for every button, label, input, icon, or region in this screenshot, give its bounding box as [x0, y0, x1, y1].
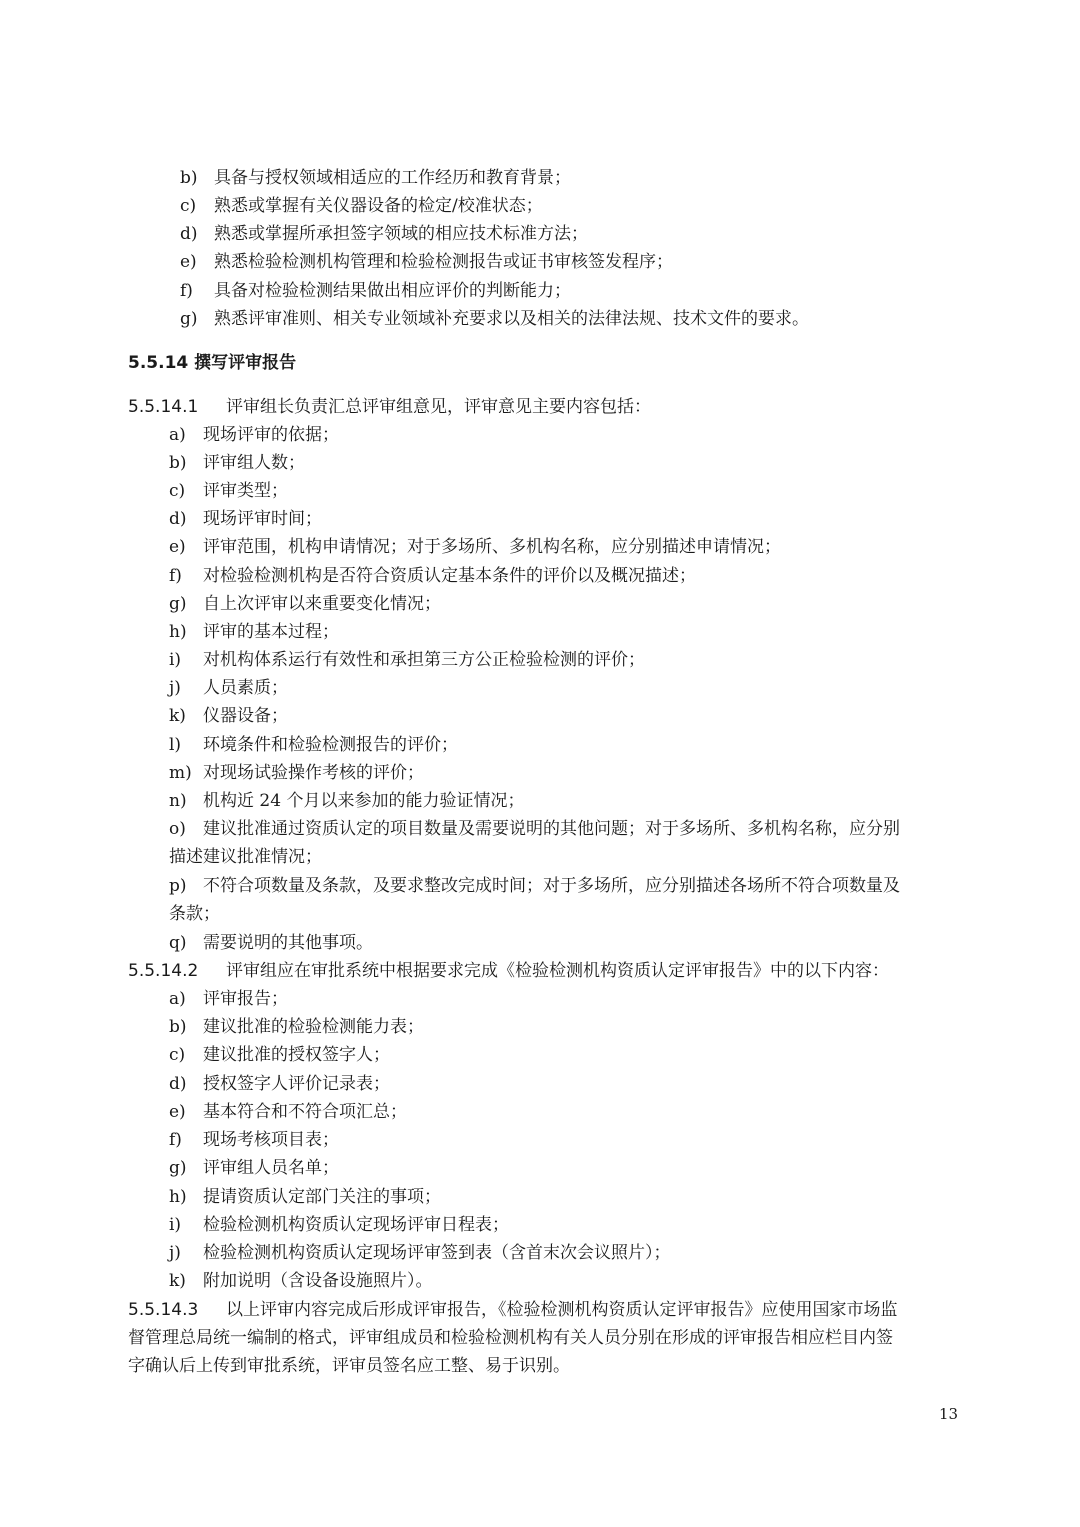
list-marker: e): [169, 537, 186, 557]
list-marker: b): [169, 1017, 187, 1037]
list-item-text: 对机构体系运行有效性和承担第三方公正检验检测的评价；: [203, 650, 645, 670]
list-marker: k): [169, 706, 186, 726]
list-marker: j): [169, 1243, 181, 1263]
list-marker: b): [169, 453, 187, 473]
list-marker: i): [169, 650, 182, 670]
list-marker: d): [169, 509, 187, 529]
list-item: [169, 593, 441, 615]
list-item: [169, 1214, 509, 1236]
list-item-text: 具备对检验检测结果做出相应评价的判断能力；: [214, 281, 571, 301]
list-item-text: 评审报告；: [203, 989, 288, 1009]
list-marker: q): [169, 933, 187, 953]
list-item: [169, 649, 645, 671]
clause-text: 以上评审内容完成后形成评审报告，《检验检测机构资质认定评审报告》应使用国家市场监: [226, 1300, 898, 1320]
list-item: [180, 280, 571, 302]
list-item-continuation: 条款；: [169, 904, 220, 924]
list-item-text: 建议批准的检验检测能力表；: [203, 1017, 424, 1037]
list-item-text: 建议批准通过资质认定的项目数量及需要说明的其他问题；对于多场所、多机构名称，应分别: [203, 819, 900, 839]
list-marker: i): [169, 1215, 182, 1235]
list-item: [169, 1242, 671, 1264]
list-marker: m): [169, 763, 192, 783]
list-item: [169, 705, 288, 727]
list-item-text: 提请资质认定部门关注的事项；: [203, 1187, 441, 1207]
list-item: [180, 195, 543, 217]
clause-5-5-14-1: [128, 396, 651, 418]
list-marker: h): [169, 1187, 187, 1207]
list-item-text: 人员素质；: [203, 678, 288, 698]
clause-number: 5.5.14.2: [128, 961, 199, 981]
list-marker: l): [169, 735, 182, 755]
list-item-text: 检验检测机构资质认定现场评审签到表（含首末次会议照片）；: [203, 1243, 671, 1263]
list-item-text: 对现场试验操作考核的评价；: [203, 763, 424, 783]
list-item-text: 具备与授权领域相适应的工作经历和教育背景；: [214, 168, 571, 188]
list-marker: a): [169, 425, 186, 445]
list-item: [169, 818, 900, 840]
list-item: [169, 1101, 407, 1123]
list-item-text: 熟悉检验检测机构管理和检验检测报告或证书审核签发程序；: [214, 252, 673, 272]
clause-text: 评审组长负责汇总评审组意见，评审意见主要内容包括：: [226, 397, 651, 417]
list-marker: h): [169, 622, 187, 642]
list-item-text: 建议批准的授权签字人；: [203, 1045, 390, 1065]
list-item: [169, 988, 288, 1010]
clause-5-5-14-3: [128, 1299, 898, 1321]
list-item: [169, 508, 322, 530]
list-item: [169, 790, 524, 812]
section-title: 撰写评审报告: [194, 353, 297, 373]
list-marker: e): [169, 1102, 186, 1122]
clause-number: 5.5.14.1: [128, 397, 199, 417]
list-item: [169, 1016, 424, 1038]
list-item-text: 附加说明（含设备设施照片）。: [203, 1271, 433, 1291]
list-item-text: 现场评审时间；: [203, 509, 322, 529]
clause-number: 5.5.14.3: [128, 1300, 199, 1320]
list-item-text: 评审范围，机构申请情况；对于多场所、多机构名称，应分别描述申请情况；: [203, 537, 781, 557]
list-item-text: 评审组人数；: [203, 453, 305, 473]
list-item-text: 授权签字人评价记录表；: [203, 1074, 390, 1094]
list-item-text: 评审类型；: [203, 481, 288, 501]
list-item-text: 熟悉或掌握有关仪器设备的检定/校准状态；: [214, 196, 543, 216]
list-marker: d): [169, 1074, 187, 1094]
list-marker: k): [169, 1271, 186, 1291]
list-item: [169, 536, 781, 558]
list-item-continuation: 描述建议批准情况；: [169, 847, 322, 867]
list-item: [180, 251, 673, 273]
list-item-text: 基本符合和不符合项汇总；: [203, 1102, 407, 1122]
list-marker: f): [169, 1130, 182, 1150]
list-item: [169, 1073, 390, 1095]
list-marker: g): [180, 309, 198, 329]
list-item: [169, 1044, 390, 1066]
list-item: [169, 677, 288, 699]
list-item-text: 不符合项数量及条款，及要求整改完成时间；对于多场所，应分别描述各场所不符合项数量及: [203, 876, 900, 896]
list-item-text: 熟悉评审准则、相关专业领域补充要求以及相关的法律法规、技术文件的要求。: [214, 309, 809, 329]
clause-text: 评审组应在审批系统中根据要求完成《检验检测机构资质认定评审报告》中的以下内容：: [226, 961, 889, 981]
list-item: [180, 167, 571, 189]
list-item-text: 熟悉或掌握所承担签字领域的相应技术标准方法；: [214, 224, 588, 244]
list-marker: e): [180, 252, 197, 272]
list-item: [169, 452, 305, 474]
list-marker: c): [180, 196, 197, 216]
list-marker: f): [169, 566, 182, 586]
list-item-text: 需要说明的其他事项。: [203, 933, 373, 953]
list-item: [169, 424, 339, 446]
list-item-text: 环境条件和检验检测报告的评价；: [203, 735, 458, 755]
list-item: [169, 932, 373, 954]
list-item-text: 自上次评审以来重要变化情况；: [203, 594, 441, 614]
list-marker: n): [169, 791, 187, 811]
list-item: [169, 734, 458, 756]
list-item: [169, 480, 288, 502]
list-item: [169, 762, 424, 784]
list-marker: g): [169, 594, 187, 614]
list-marker: c): [169, 481, 186, 501]
list-item-text: 现场评审的依据；: [203, 425, 339, 445]
list-marker: j): [169, 678, 181, 698]
list-item-text: 仪器设备；: [203, 706, 288, 726]
list-item: [169, 1186, 441, 1208]
list-item: [180, 308, 809, 330]
clause-text-line: 字确认后上传到审批系统，评审员签名应工整、易于识别。: [128, 1356, 570, 1376]
list-item: [169, 565, 696, 587]
list-marker: f): [180, 281, 193, 301]
list-item: [169, 621, 339, 643]
list-marker: p): [169, 876, 187, 896]
list-marker: o): [169, 819, 186, 839]
list-marker: d): [180, 224, 198, 244]
list-item: [169, 1270, 433, 1292]
list-item-text: 评审的基本过程；: [203, 622, 339, 642]
section-heading: [128, 352, 296, 374]
clause-text-line: 督管理总局统一编制的格式，评审组成员和检验检测机构有关人员分别在形成的评审报告相应栏目内签: [128, 1328, 893, 1348]
list-marker: c): [169, 1045, 186, 1065]
list-item: [169, 875, 900, 897]
list-marker: a): [169, 989, 186, 1009]
list-marker: b): [180, 168, 198, 188]
clause-5-5-14-2: [128, 960, 889, 982]
list-item-text: 现场考核项目表；: [203, 1130, 339, 1150]
list-item: [169, 1129, 339, 1151]
list-item-text: 检验检测机构资质认定现场评审日程表；: [203, 1215, 509, 1235]
list-item: [169, 1157, 339, 1179]
page-number: 13: [939, 1405, 959, 1423]
list-item-text: 对检验检测机构是否符合资质认定基本条件的评价以及概况描述；: [203, 566, 696, 586]
list-item: [180, 223, 588, 245]
section-number: 5.5.14: [128, 353, 189, 373]
list-item-text: 机构近 24 个月以来参加的能力验证情况；: [203, 791, 525, 811]
list-marker: g): [169, 1158, 187, 1178]
list-item-text: 评审组人员名单；: [203, 1158, 339, 1178]
